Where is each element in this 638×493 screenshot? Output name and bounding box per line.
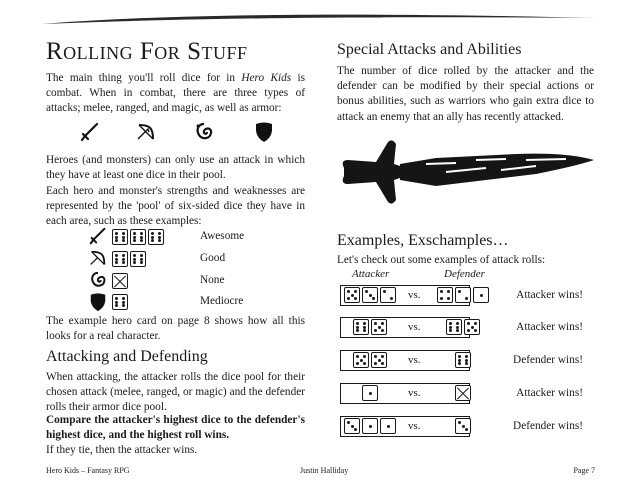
die-face-1: [362, 418, 378, 434]
versus-label: vs.: [408, 289, 421, 301]
versus-label: vs.: [408, 387, 421, 399]
magic-swirl-icon: [88, 271, 108, 291]
empty-die-icon: [112, 273, 128, 289]
die-face-6: [112, 294, 128, 310]
die-face-6: [112, 229, 128, 245]
attacker-column-label: Attacker: [352, 268, 390, 280]
magic-swirl-icon: [194, 122, 214, 142]
die-face-2: [380, 287, 396, 303]
attack-requirement-paragraph: Heroes (and monsters) can only use an attack in which they have at least one dice in their pool.: [46, 154, 305, 182]
attack-type-icons: [80, 121, 280, 145]
versus-label: vs.: [408, 321, 421, 333]
die-face-3: [344, 418, 360, 434]
roll-result: Attacker wins!: [516, 321, 583, 333]
header-brush-stroke: [40, 12, 600, 28]
die-face-6: [130, 251, 146, 267]
footer-center: Justin Halliday: [300, 466, 349, 475]
dice-pool-rating: Mediocre: [200, 295, 244, 307]
die-face-1: [362, 385, 378, 401]
roll-result: Attacker wins!: [516, 289, 583, 301]
shield-icon: [88, 292, 108, 312]
die-face-6: [112, 251, 128, 267]
game-title-emphasis: Hero Kids: [241, 72, 292, 84]
hero-card-paragraph: The example hero card on page 8 shows how all this looks for a real character.: [46, 315, 305, 343]
die-face-5: [371, 319, 387, 335]
special-attacks-heading: Special Attacks and Abilities: [337, 41, 522, 58]
dice-pool-rating: None: [200, 274, 225, 286]
attacker-dice: [344, 418, 398, 434]
special-attacks-paragraph: The number of dice rolled by the attacker and the defender can be modified by their special actions or bonus abilities, such as warriors who gain extra dice to attack an enemy that an ally has recently attacked.: [337, 65, 594, 123]
sword-icon: [80, 122, 100, 142]
intro-paragraph: The main thing you'll roll dice for in Hero Kids is combat. When in combat, there are three types of attacks; melee, ranged, and magic, as well as armor:: [46, 72, 306, 115]
compare-rule-paragraph: Compare the attacker's highest dice to the defender's highest dice, and the highest roll wins.: [46, 414, 305, 442]
defender-dice: [455, 385, 473, 401]
roll-result: Defender wins!: [513, 420, 583, 432]
die-face-4: [437, 287, 453, 303]
roll-result: Attacker wins!: [516, 387, 583, 399]
page-title: Rolling For Stuff: [46, 38, 248, 65]
defender-dice: [446, 319, 482, 335]
die-face-1: [473, 287, 489, 303]
defender-column-label: Defender: [444, 268, 485, 280]
dice-pool-rating: Good: [200, 252, 226, 264]
dice-pool-row: [88, 227, 166, 247]
die-face-5: [353, 352, 369, 368]
dice-pool-paragraph: Each hero and monster's strengths and weaknesses are represented by the 'pool' of six-sided dice they have in each area, such as these examples:: [46, 185, 305, 228]
die-face-6: [455, 352, 471, 368]
bow-icon: [88, 249, 108, 269]
defender-dice: [455, 352, 473, 368]
die-face-6: [148, 229, 164, 245]
bow-icon: [136, 122, 156, 142]
dice-pool-row: [88, 292, 130, 312]
shield-icon: [254, 121, 274, 143]
dice-pool-row: [88, 249, 148, 269]
die-face-6: [130, 229, 146, 245]
die-face-6: [353, 319, 369, 335]
attacker-dice: [353, 352, 389, 368]
die-face-6: [446, 319, 462, 335]
die-face-5: [371, 352, 387, 368]
versus-label: vs.: [408, 354, 421, 366]
dagger-illustration: [336, 130, 598, 212]
attacking-defending-heading: Attacking and Defending: [46, 348, 208, 365]
versus-label: vs.: [408, 420, 421, 432]
sword-icon: [88, 227, 108, 247]
examples-intro: Let's check out some examples of attack rolls:: [337, 254, 546, 266]
die-face-1: [380, 418, 396, 434]
defender-dice: [455, 418, 473, 434]
footer-left: Hero Kids – Fantasy RPG: [46, 466, 130, 475]
dice-pool-rating: Awesome: [200, 230, 245, 242]
empty-die-icon: [455, 385, 471, 401]
tie-rule-paragraph: If they tie, then the attacker wins.: [46, 444, 198, 456]
die-face-3: [455, 418, 471, 434]
attacker-dice: [353, 319, 389, 335]
attacker-dice: [344, 287, 398, 303]
dice-pool-row: [88, 271, 130, 291]
defender-dice: [437, 287, 491, 303]
die-face-5: [344, 287, 360, 303]
attacking-paragraph: When attacking, the attacker rolls the dice pool for their chosen attack (melee, ranged, or magic) and the defender rolls their armor dice pool.: [46, 371, 305, 414]
examples-heading: Examples, Exschamples…: [337, 232, 509, 249]
attacker-dice: [362, 385, 380, 401]
die-face-3: [362, 287, 378, 303]
die-face-2: [455, 287, 471, 303]
roll-example-box: [340, 383, 470, 404]
roll-result: Defender wins!: [513, 354, 583, 366]
die-face-5: [464, 319, 480, 335]
footer-page-number: Page 7: [573, 466, 595, 475]
